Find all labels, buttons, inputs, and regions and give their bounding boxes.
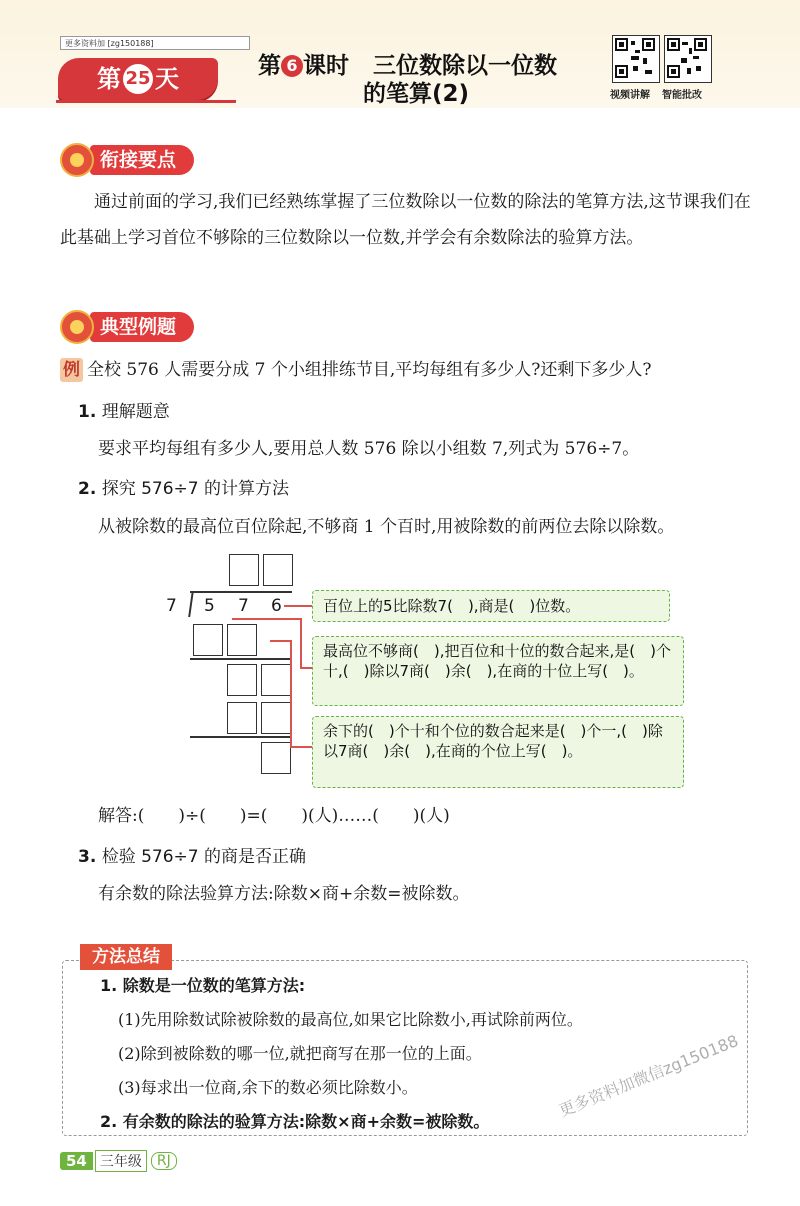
summary-line: (1)先用除数试除被除数的最高位,如果它比除数小,再试除前两位。 [118,1010,583,1029]
callout-hundreds: 百位上的5比除数7( ),商是( )位数。 [312,590,670,622]
connector-line [290,640,292,746]
qr-label-grading: 智能批改 [662,90,702,101]
step1-heading: 1. 理解题意 [78,402,170,422]
divisor: 7 [166,596,177,616]
day-badge [58,58,218,100]
summary-tag: 方法总结 [80,944,172,970]
connector-line [300,667,312,669]
lesson-prefix: 第 [258,53,281,79]
callout-tens: 最高位不够商( ),把百位和十位的数合起来,是( )个十,( )除以7商( )余( ),在商的十位上写( )。 [312,636,684,706]
example-problem [60,358,652,382]
division-bar [190,591,292,593]
summary-line: (3)每求出一位商,余下的数必须比除数小。 [118,1078,418,1097]
summary-line: 2. 有余数的除法的验算方法:除数×商+余数=被除数。 [100,1112,490,1131]
quotient-box[interactable] [229,554,259,586]
connector-line [300,618,302,668]
connector-line [270,640,290,642]
qr-code-grading-icon[interactable] [664,35,712,83]
step3-text: 有余数的除法验算方法:除数×商+余数=被除数。 [98,884,470,904]
work-box[interactable] [261,664,291,696]
qr-code-video-icon[interactable] [612,35,660,83]
section-heading-examples [60,310,194,344]
step2-text: 从被除数的最高位百位除起,不够商 1 个百时,用被除数的前两位去除以除数。 [98,517,675,537]
work-box[interactable] [193,624,223,656]
connector-line [290,746,312,748]
watermark: 更多资料加微信zg150188 [556,1030,741,1121]
subtraction-line [190,736,292,738]
intro-paragraph: 通过前面的学习,我们已经熟练掌握了三位数除以一位数的除法的笔算方法,这节课我们在此基础上学习首位不够除的三位数除以一位数,并学会有余数除法的验算方法。 [60,192,751,248]
lesson-suffix: 课时 [303,53,349,79]
step1-text: 要求平均每组有多少人,要用总人数 576 除以小组数 7,列式为 576÷7。 [98,439,640,459]
section-title: 衔接要点 [90,145,194,175]
step3-heading: 3. 检验 576÷7 的商是否正确 [78,847,307,867]
lesson-title-line2: 的笔算(2) [363,81,470,107]
section-heading-key-points [60,143,194,177]
page-number: 54 [60,1152,93,1170]
connector-line [232,618,300,620]
edition-label: RJ [151,1152,177,1170]
day-prefix: 第 [97,65,121,93]
work-box[interactable] [261,742,291,774]
quotient-box[interactable] [263,554,293,586]
page-footer [60,1150,177,1172]
header-divider [56,100,236,103]
connector-line [284,605,312,607]
step2-heading: 2. 探究 576÷7 的计算方法 [78,479,290,499]
example-text: 全校 576 人需要分成 7 个小组排练节目,平均每组有多少人?还剩下多少人? [87,360,652,380]
dividend-digit: 6 [271,596,282,616]
mascot-icon [60,143,94,177]
grade-label: 三年级 [95,1150,147,1172]
callout-ones: 余下的( )个十和个位的数合起来是( )个一,( )除以7商( )余( ),在商的个位上写( )。 [312,716,684,788]
subtraction-line [190,658,292,660]
day-number: 25 [123,64,153,94]
qr-label-video: 视频讲解 [610,90,650,101]
division-bracket [188,591,193,617]
header-topline: 更多资料加 [zg150188] [60,36,250,50]
summary-line: (2)除到被除数的哪一位,就把商写在那一位的上面。 [118,1044,482,1063]
lesson-title-line1: 三位数除以一位数 [373,53,557,79]
work-box[interactable] [227,664,257,696]
dividend-digit: 7 [238,596,249,616]
answer-line[interactable]: 解答:( )÷( )=( )(人)……( )(人) [98,806,450,826]
dividend-digit: 5 [204,596,215,616]
example-badge: 例 [60,358,83,382]
mascot-icon [60,310,94,344]
lesson-title [258,52,598,108]
section-title: 典型例题 [90,312,194,342]
lesson-number: 6 [281,55,303,77]
work-box[interactable] [227,624,257,656]
summary-line: 1. 除数是一位数的笔算方法: [100,976,306,995]
work-box[interactable] [227,702,257,734]
day-suffix: 天 [155,65,179,93]
work-box[interactable] [261,702,291,734]
